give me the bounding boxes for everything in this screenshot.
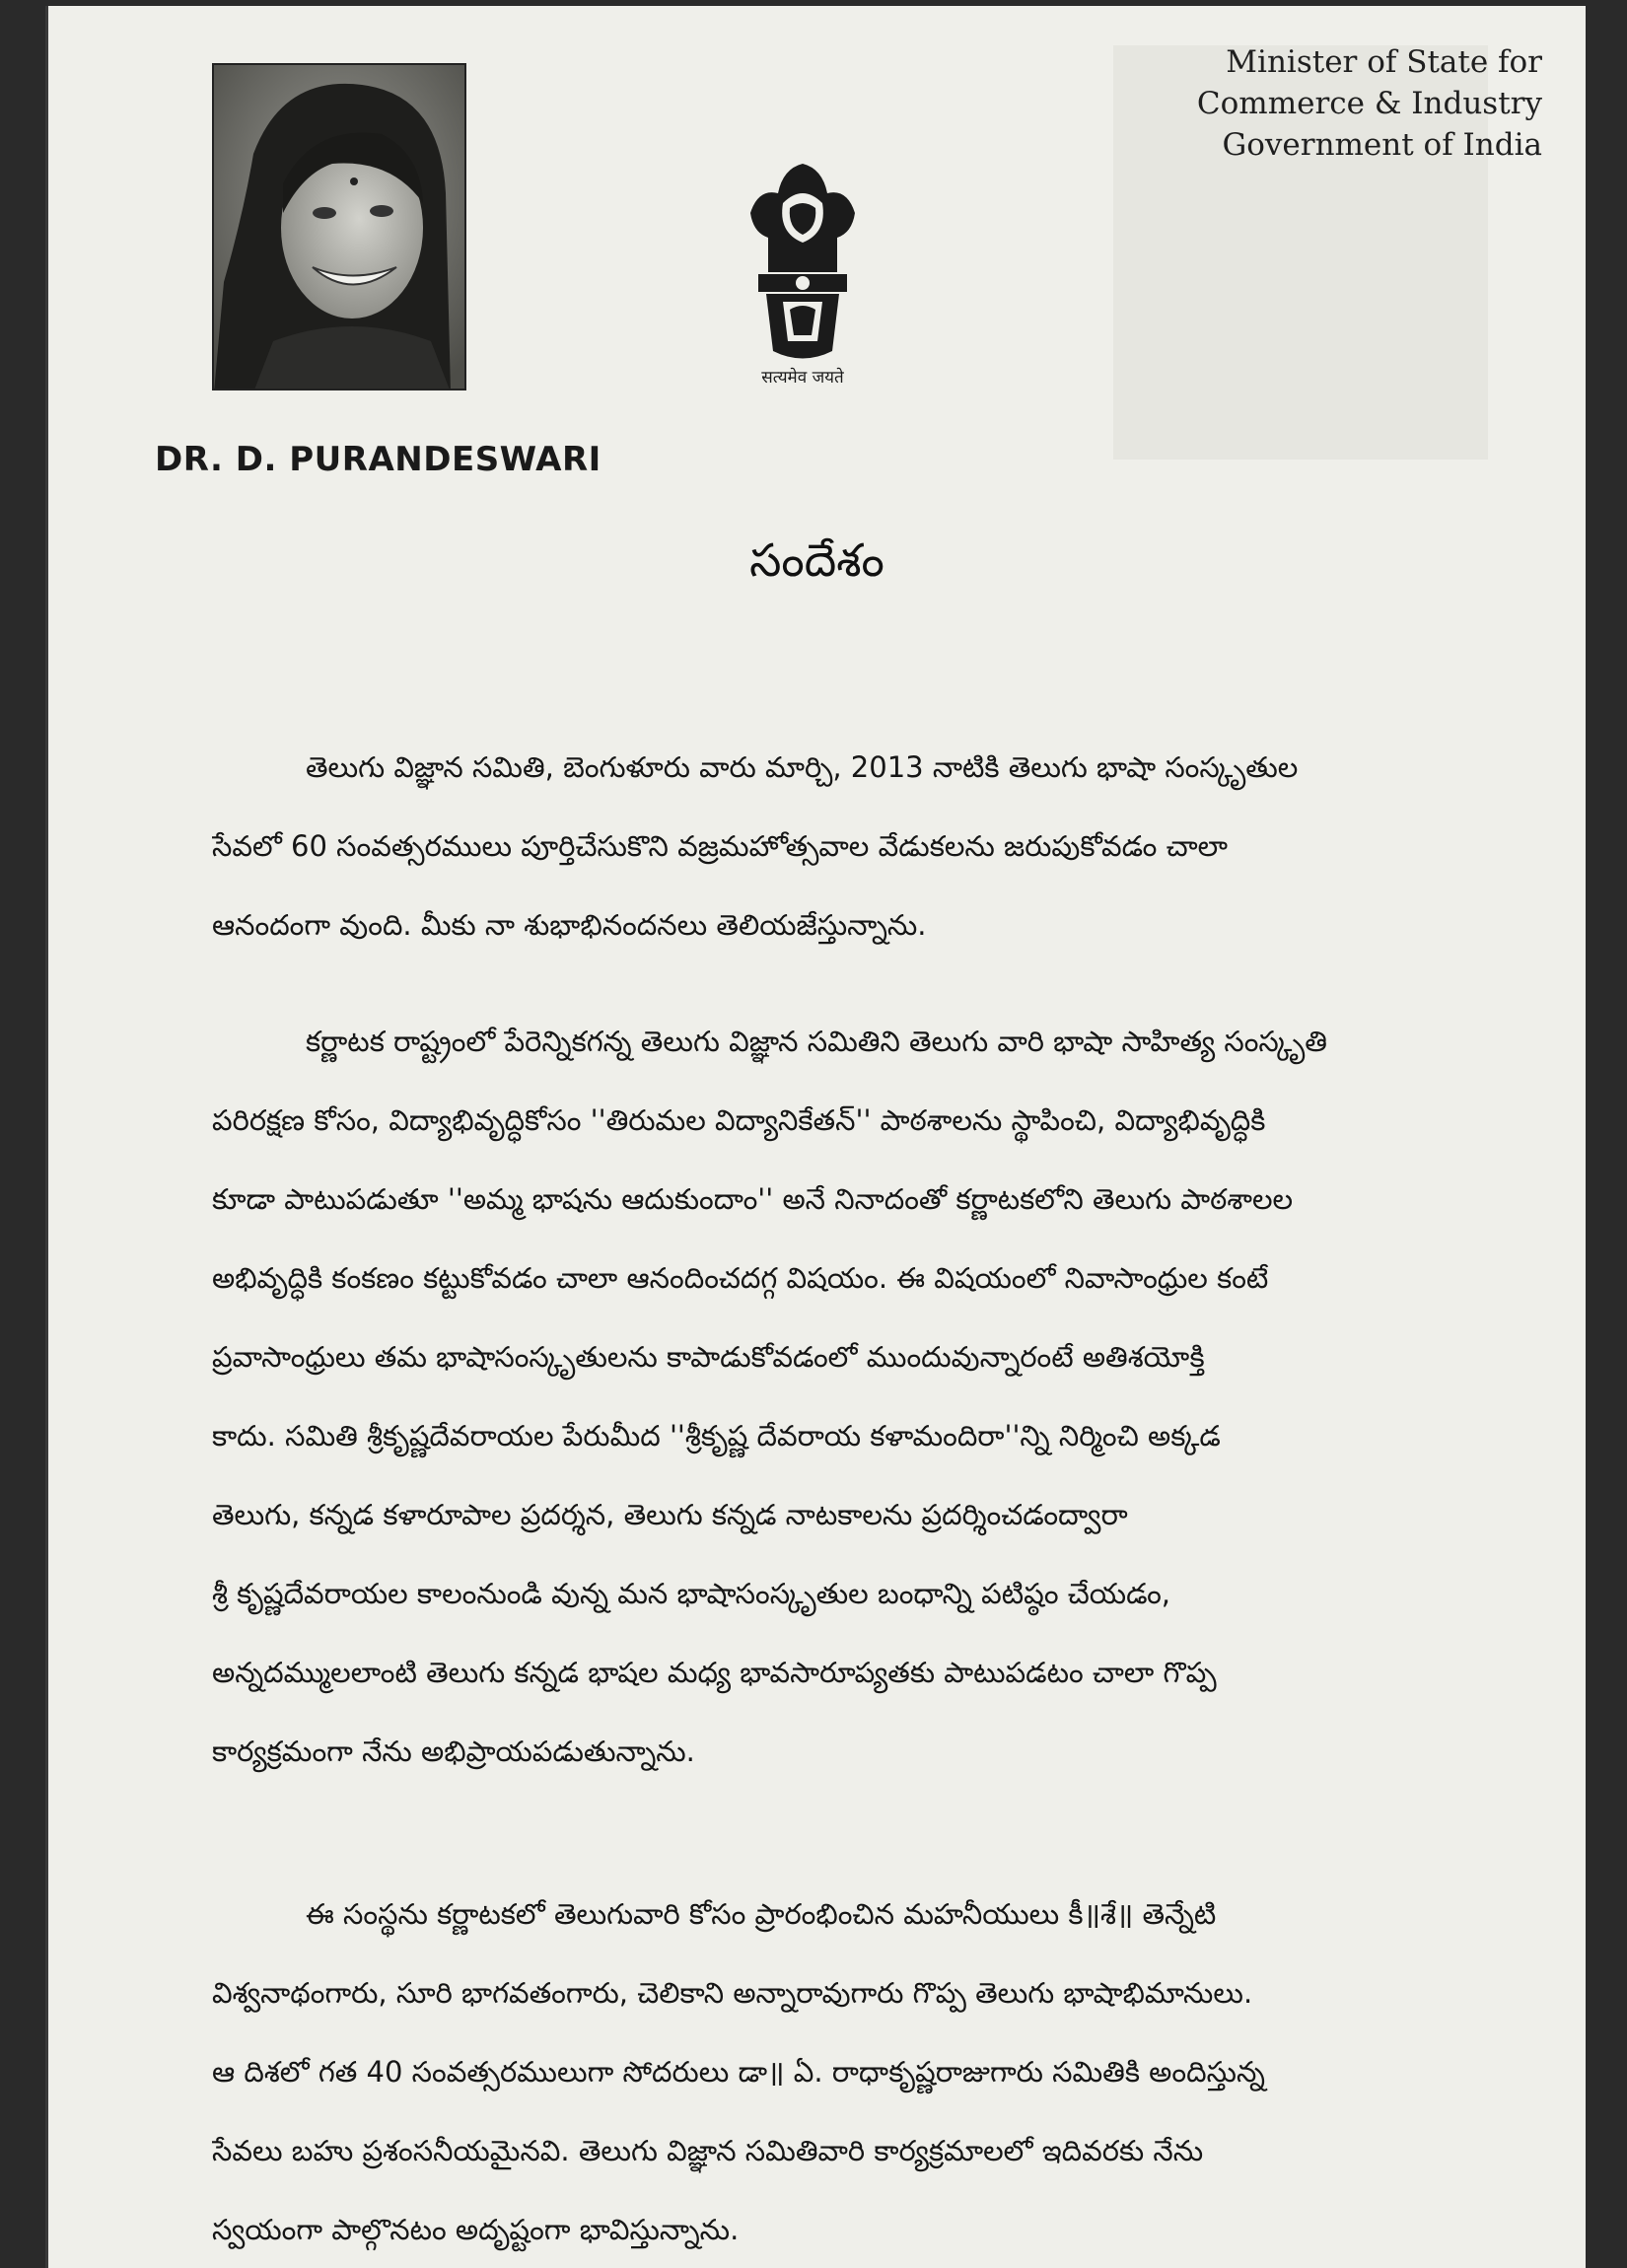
paragraph-line: ఆ దిశలో గత 40 సంవత్సరములుగా సోదరులు డా॥ ఏ. రాధాకృష్ణరాజుగారు సమితికి అందిస్తున్న [212,2055,1265,2089]
office-line-1: Minister of State for [1226,44,1542,80]
office-designation [1197,41,1542,166]
paragraph-line: కర్ణాటక రాష్ట్రంలో పేరెన్నికగన్న తెలుగు విజ్ఞాన సమితిని తెలుగు వారి భాషా సాహిత్య సంస్కృతి [306,1025,1327,1058]
paragraph-line: అన్నదమ్ములలాంటి తెలుగు కన్నడ భాషల మధ్య భావసారూప్యతకు పాటుపడటం చాలా గొప్ప [212,1656,1217,1689]
message-title: సందేశం [749,533,884,587]
paragraph-line: ప్రవాసాంధ్రులు తమ భాషాసంస్కృతులను కాపాడుకోవడంలో ముందువున్నారంటే అతిశయోక్తి [212,1340,1205,1374]
national-emblem-icon [729,154,877,400]
paragraph-1 [212,728,1464,964]
paragraph-2 [212,1002,1464,1791]
paragraph-line: స్వయంగా పాల్గొనటం అదృష్టంగా భావిస్తున్నాను. [212,2213,740,2246]
emblem-motto: सत्यमेव जयते [761,368,844,388]
paragraph-line: సేవలో 60 సంవత్సరములు పూర్తిచేసుకొని వజ్రమహోత్సవాల వేడుకలను జరుపుకోవడం చాలా [212,829,1228,863]
paragraph-line: విశ్వనాథంగారు, సూరి భాగవతంగారు, చెలికాని అన్నారావుగారు గొప్ప తెలుగు భాషాభిమానులు. [212,1976,1253,2010]
paragraph-line: ఈ సంస్థను కర్ణాటకలో తెలుగువారి కోసం ప్రారంభించిన మహనీయులు కీ॥శే॥ తెన్నేటి [306,1897,1217,1931]
portrait-photo [212,63,466,390]
paragraph-line: పరిరక్షణ కోసం, విద్యాభివృద్ధికోసం ''తిరుమల విద్యానికేతన్'' పాఠశాలను స్థాపించి, విద్యాభివృద్ధికి [212,1103,1266,1137]
paragraph-line: ఆనందంగా వుంది. మీకు నా శుభాభినందనలు తెలియజేస్తున్నాను. [212,908,927,942]
office-line-3: Government of India [1222,127,1542,163]
paragraph-line: కూడా పాటుపడుతూ ''అమ్మ భాషను ఆదుకుందాం'' అనే నినాదంతో కర్ణాటకలోని తెలుగు పాఠశాలల [212,1182,1294,1216]
paragraph-3 [212,1875,1464,2268]
paragraph-line: తెలుగు విజ్ఞాన సమితి, బెంగుళూరు వారు మార్చి, 2013 నాటికి తెలుగు భాషా సంస్కృతుల [306,750,1299,784]
paragraph-line: కార్యక్రమంగా నేను అభిప్రాయపడుతున్నాను. [212,1735,695,1768]
letter-page [45,6,1586,2268]
paragraph-line: అభివృద్ధికి కంకణం కట్టుకోవడం చాలా ఆనందించదగ్గ విషయం. ఈ విషయంలో నివాసాంధ్రుల కంటే [212,1261,1269,1295]
person-name: DR. D. PURANDESWARI [155,440,601,479]
paragraph-line: కాదు. సమితి శ్రీకృష్ణదేవరాయల పేరుమీద ''శ్రీకృష్ణ దేవరాయ కళామందిరా''న్ని నిర్మించి అక్కడ [212,1419,1221,1453]
paragraph-line: తెలుగు, కన్నడ కళారూపాల ప్రదర్శన, తెలుగు కన్నడ నాటకాలను ప్రదర్శించడంద్వారా [212,1498,1128,1531]
paragraph-line: సేవలు బహు ప్రశంసనీయమైనవి. తెలుగు విజ్ఞాన సమితివారి కార్యక్రమాలలో ఇదివరకు నేను [212,2134,1204,2167]
portrait-image [214,65,466,390]
paragraph-line: శ్రీ కృష్ణదేవరాయల కాలంనుండి వున్న మన భాషాసంస్కృతుల బంధాన్ని పటిష్ఠం చేయడం, [212,1577,1171,1610]
office-line-2: Commerce & Industry [1196,86,1542,121]
